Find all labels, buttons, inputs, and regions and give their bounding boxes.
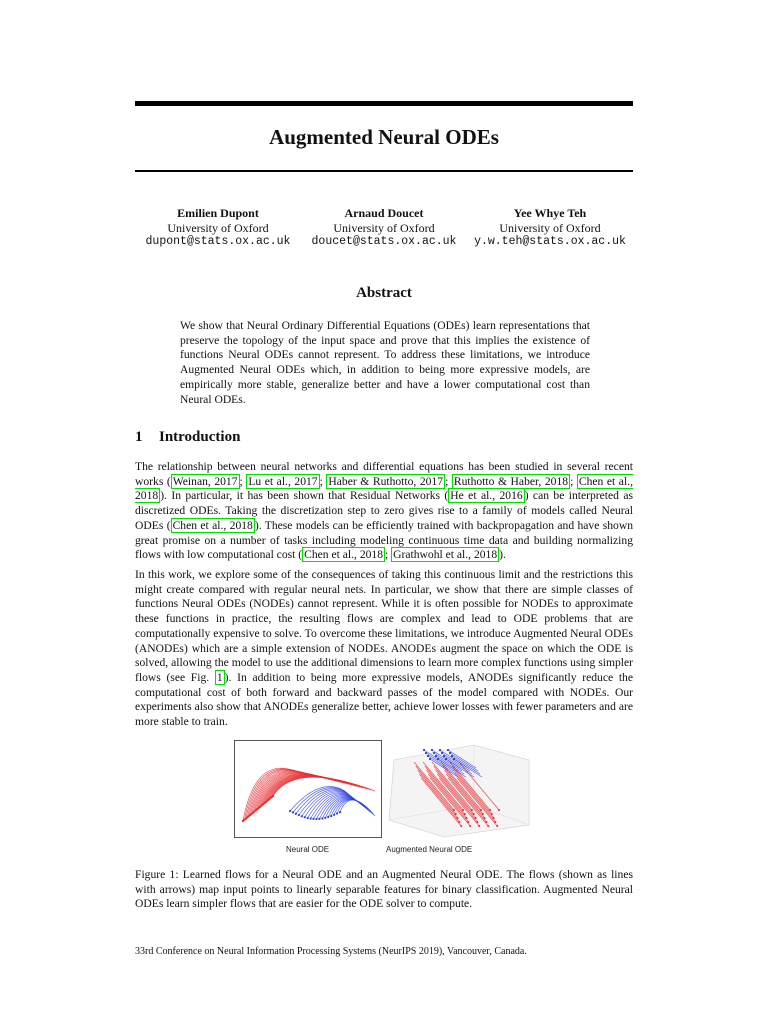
data-point-blue bbox=[298, 814, 300, 816]
data-point-blue bbox=[435, 755, 437, 757]
data-point-blue bbox=[451, 755, 453, 757]
title-top-rule bbox=[135, 101, 633, 106]
text-run: The relationship between neural networks and differential equations has been studied in several recent works ( bbox=[135, 460, 633, 488]
data-point-blue bbox=[307, 817, 309, 819]
citation-link[interactable]: Lu et al., 2017 bbox=[248, 474, 318, 488]
data-point-red bbox=[498, 809, 500, 811]
augmented-neural-ode-flow-plot bbox=[384, 740, 532, 838]
text-run: ; bbox=[239, 474, 247, 488]
figure-label-augmented-neural-ode: Augmented Neural ODE bbox=[386, 845, 473, 854]
data-point-blue bbox=[431, 749, 433, 751]
citation-link[interactable]: Weinan, 2017 bbox=[172, 474, 238, 488]
data-point-red bbox=[487, 825, 489, 827]
abstract-text: We show that Neural Ordinary Differential Equations (ODEs) learn representations that preserve the topology of the input space and prove that this implies the existence of functions Neural ODEs cannot represent. To address these limitations, we introduce Augmented Neural ODEs which, in addition to being more expressive models, are empirically more stable, generalize better and have a lower computational cost than Neural ODEs. bbox=[180, 319, 590, 406]
citation-link[interactable]: Chen et al., 2018 bbox=[135, 474, 633, 503]
data-point-blue bbox=[437, 758, 439, 760]
section-heading bbox=[135, 429, 240, 446]
data-point-blue bbox=[423, 749, 425, 751]
text-run: In this work, we explore some of the consequences of taking this continuous limit and the restrictions this might create compared with regular neural nets. In particular, we show that there are simple classes of functions Neural ODEs (NODEs) cannot represent. While it is often possible for NODEs to approximate these functions in practice, the resulting flows are complex and lead to ODE problems that are computationally expensive to solve. To overcome these limitations, we introduce Augmented Neural ODEs (ANODEs) which are a simple extension of NODEs. ANODEs augment the space on which the ODE is solved, allowing the model to use the additional dimensions to learn more complex functions using simpler flows (see Fig. bbox=[135, 568, 633, 684]
data-point-blue bbox=[318, 818, 320, 820]
author-3 bbox=[467, 206, 633, 250]
citation-link[interactable]: Chen et al., 2018 bbox=[172, 518, 253, 532]
data-point-blue bbox=[309, 817, 311, 819]
paper-title: Augmented Neural ODEs bbox=[269, 125, 499, 149]
data-point-blue bbox=[312, 818, 314, 820]
data-point-blue bbox=[425, 752, 427, 754]
text-run: ; bbox=[445, 474, 452, 488]
intro-paragraph-2 bbox=[135, 568, 633, 730]
data-point-red bbox=[460, 825, 462, 827]
flow-line-blue bbox=[319, 796, 362, 818]
section-number: 1 bbox=[135, 429, 143, 445]
data-point-blue bbox=[289, 810, 291, 812]
data-point-blue bbox=[336, 812, 338, 814]
author-affiliation: University of Oxford bbox=[499, 220, 601, 235]
data-point-blue bbox=[301, 815, 303, 817]
conference-footnote: 33rd Conference on Neural Information Processing Systems (NeurIPS 2019), Vancouver, Canada. bbox=[135, 946, 527, 957]
author-affiliation: University of Oxford bbox=[167, 220, 269, 235]
author-1 bbox=[135, 206, 301, 250]
author-email[interactable]: y.w.teh@stats.ox.ac.uk bbox=[474, 235, 626, 248]
data-point-red bbox=[272, 795, 274, 797]
data-point-blue bbox=[292, 811, 294, 813]
author-name: Emilien Dupont bbox=[177, 206, 259, 220]
data-point-blue bbox=[449, 752, 451, 754]
citation-link[interactable]: Grathwohl et al., 2018 bbox=[393, 548, 498, 562]
author-email[interactable]: dupont@stats.ox.ac.uk bbox=[145, 235, 291, 248]
citation-link[interactable]: Ruthotto & Haber, 2018 bbox=[453, 474, 569, 488]
data-point-blue bbox=[321, 817, 323, 819]
data-point-blue bbox=[447, 749, 449, 751]
data-point-blue bbox=[315, 818, 317, 820]
author-name: Arnaud Doucet bbox=[344, 206, 424, 220]
text-run: ) can be interpreted as discretized ODEs. Taking the discretization step to zero gives rise to a family of models called Neural ODEs ( bbox=[135, 489, 633, 532]
figure-1 bbox=[234, 740, 534, 860]
data-point-blue bbox=[427, 755, 429, 757]
data-point-blue bbox=[304, 816, 306, 818]
text-run: ; bbox=[319, 474, 327, 488]
data-point-blue bbox=[327, 816, 329, 818]
data-point-red bbox=[496, 825, 498, 827]
author-email[interactable]: doucet@stats.ox.ac.uk bbox=[311, 235, 457, 248]
intro-paragraph-1 bbox=[135, 460, 633, 563]
text-run: ; bbox=[570, 474, 577, 488]
figure-label-neural-ode: Neural ODE bbox=[286, 845, 330, 854]
data-point-red bbox=[478, 825, 480, 827]
figure-ref-link[interactable]: 1 bbox=[216, 670, 223, 684]
author-block bbox=[135, 206, 633, 256]
data-point-blue bbox=[439, 749, 441, 751]
text-run: ). In particular, it has been shown that Residual Networks ( bbox=[160, 489, 449, 503]
data-point-blue bbox=[443, 755, 445, 757]
data-point-blue bbox=[324, 817, 326, 819]
text-run: ). bbox=[499, 548, 506, 562]
data-point-blue bbox=[445, 758, 447, 760]
data-point-blue bbox=[453, 758, 455, 760]
flow-line-blue bbox=[340, 800, 375, 816]
author-affiliation: University of Oxford bbox=[333, 220, 435, 235]
neural-ode-flow-plot bbox=[234, 740, 382, 838]
data-point-blue bbox=[295, 813, 297, 815]
abstract-heading: Abstract bbox=[356, 285, 412, 301]
text-run: ). These models can be efficiently trained with backpropagation and have shown great promise on a number of tasks including modeling continuous time data and building normalizing flows with low computational cost ( bbox=[135, 518, 633, 562]
citation-link[interactable]: Chen et al., 2018 bbox=[304, 548, 384, 562]
data-point-blue bbox=[441, 752, 443, 754]
author-name: Yee Whye Teh bbox=[513, 206, 587, 220]
text-run: ; bbox=[385, 548, 392, 562]
text-run: ). In addition to being more expressive models, ANODEs significantly reduce the computational cost of both forward and backward passes of the model compared with NODEs. Our experiments also show that ANODEs generalize better, achieve lower losses with fewer parameters and are more stable to train. bbox=[135, 670, 633, 729]
author-2 bbox=[301, 206, 467, 250]
title-bottom-rule bbox=[135, 170, 633, 172]
data-point-red bbox=[469, 825, 471, 827]
data-point-blue bbox=[330, 815, 332, 817]
section-title: Introduction bbox=[159, 429, 241, 445]
figure-caption: Figure 1: Learned flows for a Neural ODE and an Augmented Neural ODE. The flows (shown as lines with arrows) map input points to linearly separable features for binary classification. Augmented Neural ODEs learn simpler flows that are easier for the ODE solver to compute. bbox=[135, 868, 633, 911]
data-point-blue bbox=[429, 758, 431, 760]
data-point-blue bbox=[333, 814, 335, 816]
data-point-blue bbox=[339, 811, 341, 813]
citation-link[interactable]: Haber & Ruthotto, 2017 bbox=[328, 474, 444, 488]
citation-link[interactable]: He et al., 2016 bbox=[450, 489, 523, 503]
data-point-blue bbox=[433, 752, 435, 754]
